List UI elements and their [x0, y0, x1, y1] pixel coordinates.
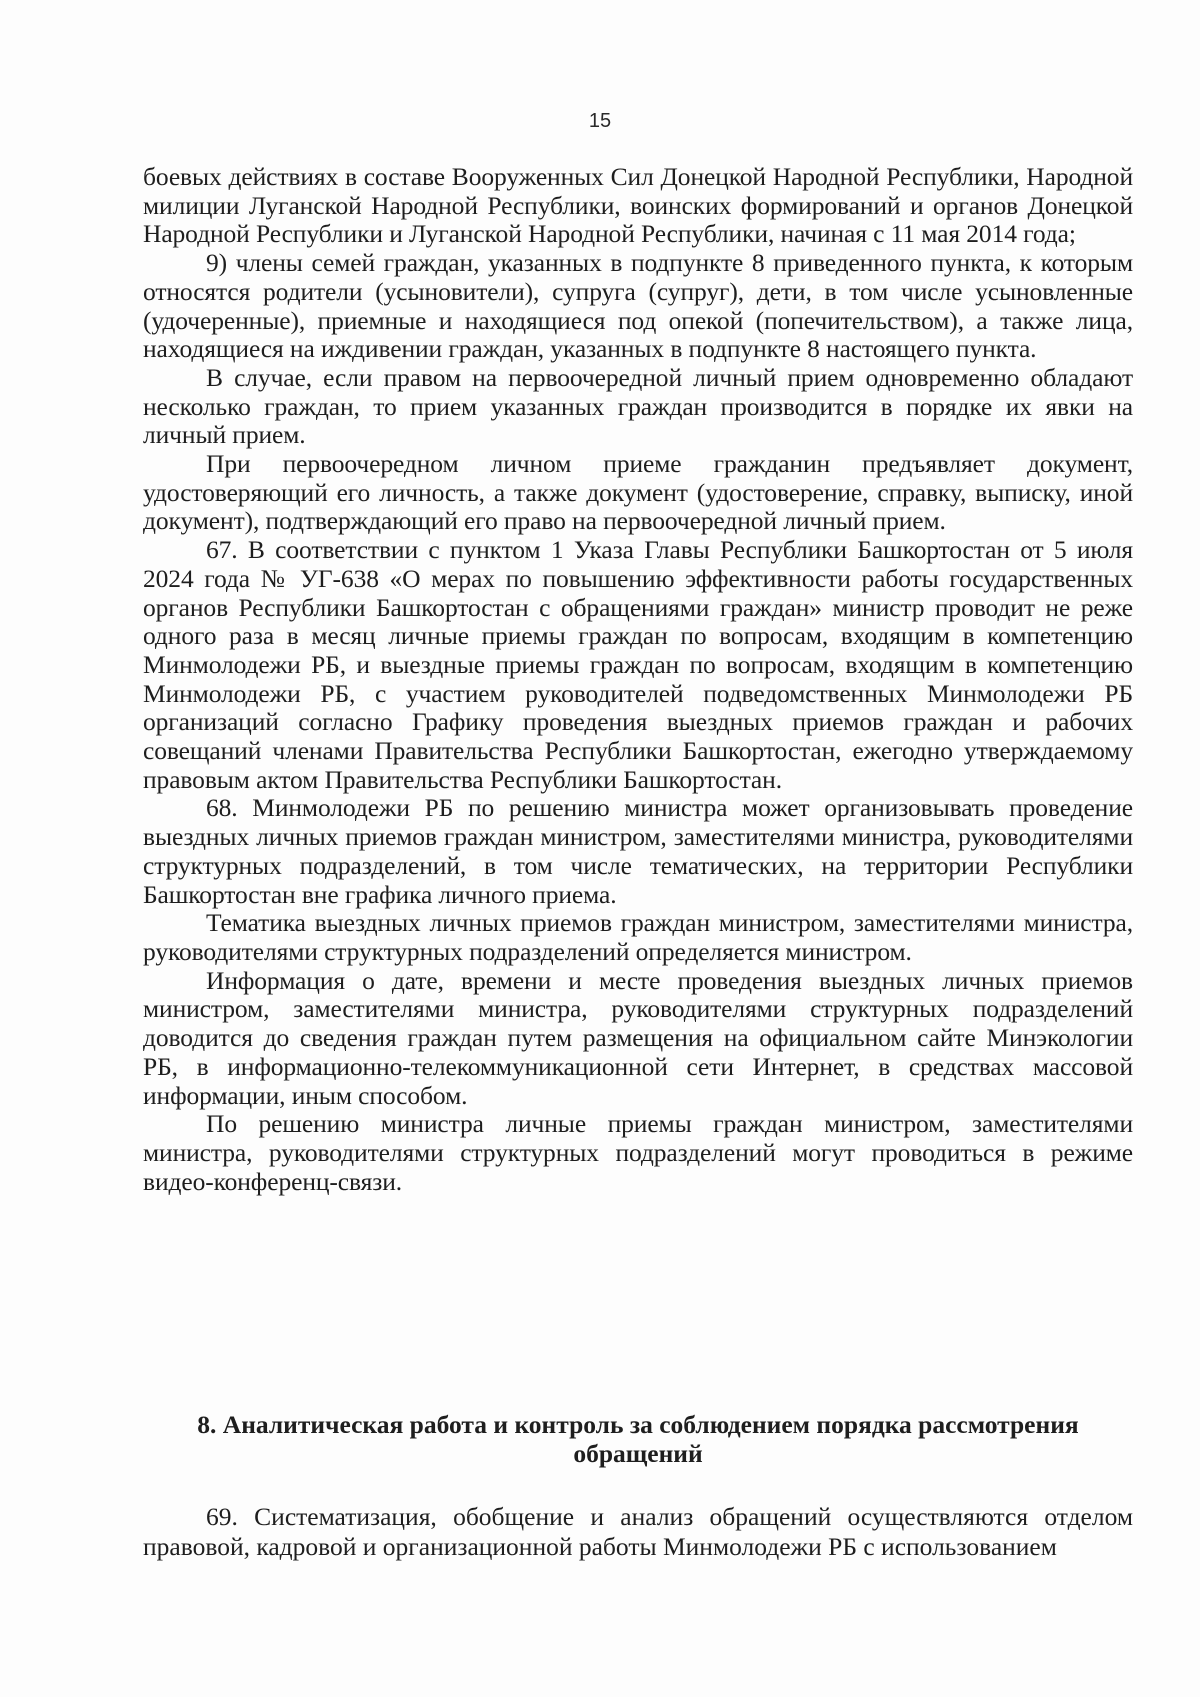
paragraph-video-conference: По решению министра личные приемы граждан министром, заместителями министра, руководителями структурных подразделений могут проводиться в режиме видео-конференц-связи. — [143, 1109, 1133, 1196]
page-number: 15 — [588, 110, 612, 132]
document-body-continued — [143, 1502, 1133, 1562]
paragraph-information: Информация о дате, времени и месте проведения выездных личных приемов министром, заместителями министра, руководителями структурных подразделений доводится до сведения граждан путем размещения на официальном сайте Минэкологии РБ, в информационно-телекоммуникационной сети Интернет, в средствах массовой информации, иным способом. — [143, 965, 1133, 1110]
paragraph-continuation: боевых действиях в составе Вооруженных Сил Донецкой Народной Республики, Народной милиции Луганской Народной Республики, воинских формирований и органов Донецкой Народной Республики и Луганской Народной Республики, начиная с 11 мая 2014 года; — [143, 162, 1133, 249]
paragraph-item-9: 9) члены семей граждан, указанных в подпункте 8 приведенного пункта, к которым относятся родители (усыновители), супруга (супруг), дети, в том числе усыновленные (удочеренные), приемные и находящиеся под опекой (попечительством), а также лица, находящиеся на иждивении граждан, указанных в подпункте 8 настоящего пункта. — [143, 248, 1133, 364]
section-heading: 8. Аналитическая работа и контроль за соблюдением порядка рассмотрения обращений — [197, 1410, 1079, 1468]
paragraph-68: 68. Минмолодежи РБ по решению министра может организовывать проведение выездных личных приемов граждан министром, заместителями министра, руководителями структурных подразделений, в том числе тематических, на территории Республики Башкортостан вне графика личного приема. — [143, 793, 1133, 909]
paragraph-67: 67. В соответствии с пунктом 1 Указа Главы Республики Башкортостан от 5 июля 2024 года № УГ-638 «О мерах по повышению эффективности работы государственных органов Республики Башкортостан с обращениями граждан» министр проводит не реже одного раза в месяц личные приемы граждан по вопросам, входящим в компетенцию Минмолодежи РБ, и выездные приемы граждан по вопросам, входящим в компетенцию Минмолодежи РБ, с участием руководителей подведомственных Минмолодежи РБ организаций согласно Графику проведения выездных приемов граждан и рабочих совещаний членами Правительства Республики Башкортостан, ежегодно утверждаемому правовым актом Правительства Республики Башкортостан. — [143, 535, 1133, 794]
paragraph-document-presentation: При первоочередном личном приеме гражданин предъявляет документ, удостоверяющий его личность, а также документ (удостоверение, справку, выписку, иной документ), подтверждающий его право на первоочередной личный прием. — [143, 449, 1133, 536]
paragraph-topics: Тематика выездных личных приемов граждан министром, заместителями министра, руководителями структурных подразделений определяется министром. — [143, 908, 1133, 966]
paragraph-simultaneous-right: В случае, если правом на первоочередной личный прием одновременно обладают несколько граждан, то прием указанных граждан производится в порядке их явки на личный прием. — [143, 362, 1133, 450]
document-body — [143, 163, 1133, 1196]
paragraph-69: 69. Систематизация, обобщение и анализ обращений осуществляются отделом правовой, кадровой и организационной работы Минмолодежи РБ с использованием — [143, 1502, 1133, 1561]
